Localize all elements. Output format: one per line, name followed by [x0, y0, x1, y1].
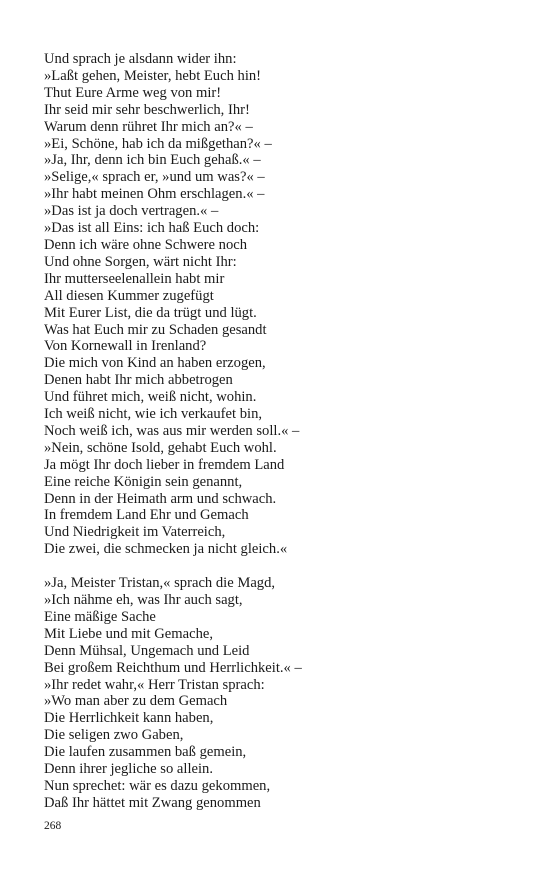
verse-line: »Ich nähme eh, was Ihr auch sagt, [44, 591, 243, 608]
verse-line: Und führet mich, weiß nicht, wohin. [44, 389, 257, 406]
verse-line: Warum denn rühret Ihr mich an?« – [44, 118, 253, 135]
stanza-2 [44, 575, 524, 812]
verse-line: Ihr mutterseelenallein habt mir [44, 270, 225, 287]
verse-line: Denn ich wäre ohne Schwere noch [44, 236, 248, 253]
verse-line: Ihr seid mir sehr beschwerlich, Ihr! [44, 101, 250, 118]
verse-line: »Selige,« sprach er, »und um was?« – [44, 169, 265, 186]
verse-line: Und ohne Sorgen, wärt nicht Ihr: [44, 253, 237, 270]
verse-line: Und Niedrigkeit im Vaterreich, [44, 524, 226, 541]
verse-line: Mit Liebe und mit Gemache, [44, 625, 213, 642]
verse-line: »Das ist ja doch vertragen.« – [44, 203, 219, 220]
stanza-1 [44, 51, 524, 558]
verse-line: Und sprach je alsdann wider ihn: [44, 51, 237, 67]
verse-line: Eine reiche Königin sein genannt, [44, 473, 243, 490]
verse-line: In fremdem Land Ehr und Gemach [44, 507, 249, 524]
verse-line: »Das ist all Eins: ich haß Euch doch: [44, 220, 260, 237]
verse-line: Was hat Euch mir zu Schaden gesandt [44, 321, 267, 338]
verse-line: Mit Eurer List, die da trügt und lügt. [44, 304, 257, 321]
verse-line: Die seligen zwo Gaben, [44, 727, 184, 744]
verse-line: All diesen Kummer zugefügt [44, 287, 214, 304]
verse-line: Nun sprechet: wär es dazu gekommen, [44, 777, 271, 794]
verse-line: Die Herrlichkeit kann haben, [44, 710, 214, 727]
page-number: 268 [44, 820, 62, 832]
verse-line: »Nein, schöne Isold, gehabt Euch wohl. [44, 439, 277, 456]
verse-line: Ich weiß nicht, wie ich verkaufet bin, [44, 406, 263, 423]
verse-line: »Ei, Schöne, hab ich da mißgethan?« – [44, 135, 272, 152]
verse-line: Denen habt Ihr mich abbetrogen [44, 372, 233, 389]
verse-line: »Laßt gehen, Meister, hebt Euch hin! [44, 67, 262, 84]
verse-line: Ja mögt Ihr doch lieber in fremdem Land [44, 456, 285, 473]
verse-line: Von Kornewall in Irenland? [44, 338, 207, 355]
verse-line: Die mich von Kind an haben erzogen, [44, 355, 266, 372]
verse-line: Die laufen zusammen baß gemein, [44, 744, 247, 761]
verse-line: Denn ihrer jegliche so allein. [44, 761, 213, 778]
verse-line: Die zwei, die schmecken ja nicht gleich.« [44, 541, 288, 558]
verse-line: Daß Ihr hättet mit Zwang genommen [44, 794, 261, 811]
verse-line: Denn Mühsal, Ungemach und Leid [44, 642, 250, 659]
verse-line: Noch weiß ich, was aus mir werden soll.« – [44, 422, 300, 439]
verse-line: »Wo man aber zu dem Gemach [44, 693, 228, 710]
verse-line: Thut Eure Arme weg von mir! [44, 84, 222, 101]
verse-line: »Ja, Meister Tristan,« sprach die Magd, [44, 575, 276, 592]
verse-line: »Ja, Ihr, denn ich bin Euch gehaß.« – [44, 152, 261, 169]
verse-line: »Ihr habt meinen Ohm erschlagen.« – [44, 186, 265, 203]
verse-line: Eine mäßige Sache [44, 608, 156, 625]
verse-line: »Ihr redet wahr,« Herr Tristan sprach: [44, 676, 265, 693]
poem-text [44, 51, 524, 812]
verse-line: Bei großem Reichthum und Herrlichkeit.« – [44, 659, 302, 676]
verse-line: Denn in der Heimath arm und schwach. [44, 490, 277, 507]
